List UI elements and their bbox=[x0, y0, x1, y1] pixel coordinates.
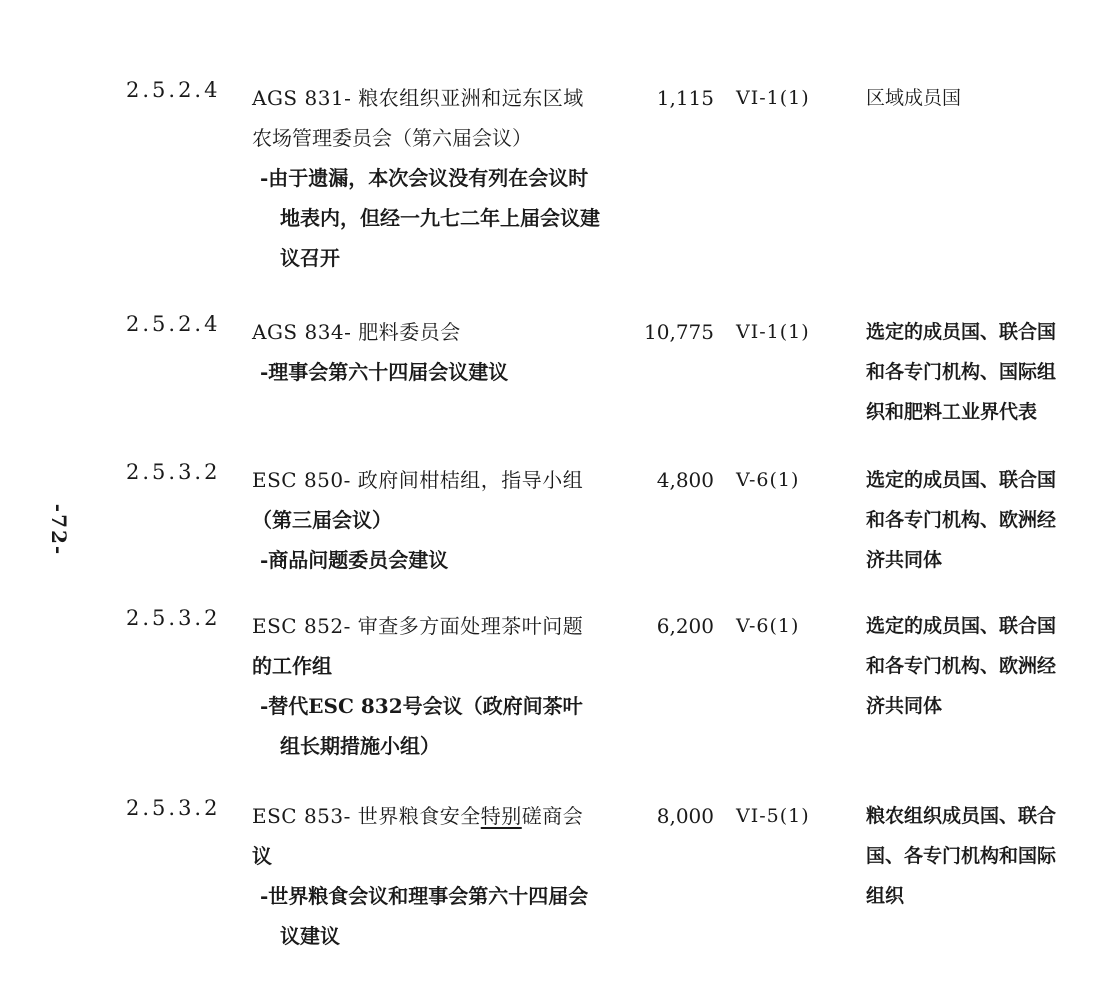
attendance-line: 织和肥料工业界代表 bbox=[866, 401, 1038, 423]
attendance-line: 和各专门机构、欧洲经 bbox=[866, 509, 1057, 531]
attendance-line: 济共同体 bbox=[866, 695, 943, 717]
entry-description bbox=[252, 312, 614, 392]
entry-code: 2.5.2.4 bbox=[126, 312, 221, 336]
entry-note-line: 议召开 bbox=[280, 246, 340, 270]
page-number bbox=[44, 490, 74, 570]
entry-title-line: ESC 850- 政府间柑桔组，指导小组 bbox=[252, 468, 584, 492]
page-number-text: -72- bbox=[47, 503, 71, 557]
entry-title-line: （第三届会议） bbox=[252, 508, 392, 532]
entry-amount: 6,200 bbox=[656, 614, 714, 638]
entry-title-line: 农场管理委员会（第六届会议） bbox=[252, 126, 532, 150]
entry-note-line: -理事会第六十四届会议建议 bbox=[260, 360, 509, 384]
entry-code: 2.5.2.4 bbox=[126, 78, 221, 102]
entry-attendance bbox=[866, 796, 1086, 916]
entry-description bbox=[252, 460, 614, 580]
entry-amount: 1,115 bbox=[656, 86, 714, 110]
attendance-line: 选定的成员国、联合国 bbox=[866, 469, 1057, 491]
entry-program-item: VI-1(1) bbox=[736, 87, 810, 109]
entry-title-line bbox=[252, 796, 614, 836]
entry-title-line: 的工作组 bbox=[252, 654, 332, 678]
entry-note-line: 组长期措施小组） bbox=[280, 734, 440, 758]
entry-program-item: V-6(1) bbox=[736, 469, 800, 491]
attendance-line: 和各专门机构、国际组 bbox=[866, 361, 1057, 383]
entry-code: 2.5.3.2 bbox=[126, 606, 221, 630]
entry-title-line: AGS 831- 粮农组织亚洲和远东区域 bbox=[252, 86, 584, 110]
entry-attendance bbox=[866, 312, 1086, 432]
attendance-line: 济共同体 bbox=[866, 549, 943, 571]
entry-amount: 8,000 bbox=[656, 804, 714, 828]
attendance-line: 组织 bbox=[866, 885, 905, 907]
attendance-line: 粮农组织成员国、联合 bbox=[866, 805, 1057, 827]
entry-amount: 10,775 bbox=[644, 320, 714, 344]
entry-program-item: VI-1(1) bbox=[736, 321, 810, 343]
attendance-line: 和各专门机构、欧洲经 bbox=[866, 655, 1057, 677]
entry-attendance bbox=[866, 78, 1086, 118]
entry-description bbox=[252, 78, 614, 278]
entry-program-item: VI-5(1) bbox=[736, 805, 810, 827]
entry-title-line: AGS 834- 肥料委员会 bbox=[252, 320, 461, 344]
entry-note-line: -商品问题委员会建议 bbox=[260, 548, 449, 572]
underlined-text: 特别 bbox=[480, 804, 522, 828]
entry-code: 2.5.3.2 bbox=[126, 460, 221, 484]
entry-title-line: ESC 852- 审查多方面处理茶叶问题 bbox=[252, 614, 584, 638]
entry-note-line: -替代ESC 832号会议（政府间茶叶 bbox=[260, 694, 583, 718]
title-text: 磋商会 bbox=[521, 804, 584, 828]
entry-amount: 4,800 bbox=[656, 468, 714, 492]
attendance-line: 国、各专门机构和国际 bbox=[866, 845, 1057, 867]
attendance-line: 区域成员国 bbox=[866, 87, 962, 109]
title-text: ESC 853- 世界粮食安全 bbox=[252, 804, 481, 828]
entry-description bbox=[252, 606, 614, 766]
attendance-line: 选定的成员国、联合国 bbox=[866, 321, 1057, 343]
entry-program-item: V-6(1) bbox=[736, 615, 800, 637]
entry-note-line: 议建议 bbox=[280, 924, 340, 948]
attendance-line: 选定的成员国、联合国 bbox=[866, 615, 1057, 637]
entry-code: 2.5.3.2 bbox=[126, 796, 221, 820]
entry-attendance bbox=[866, 460, 1086, 580]
entry-title-line: 议 bbox=[252, 844, 272, 868]
entry-description bbox=[252, 796, 614, 956]
entry-note-line: 地表内，但经一九七二年上届会议建 bbox=[280, 206, 600, 230]
entry-note-line: -由于遗漏，本次会议没有列在会议时 bbox=[260, 166, 589, 190]
entry-attendance bbox=[866, 606, 1086, 726]
entry-note-line: -世界粮食会议和理事会第六十四届会 bbox=[260, 884, 589, 908]
